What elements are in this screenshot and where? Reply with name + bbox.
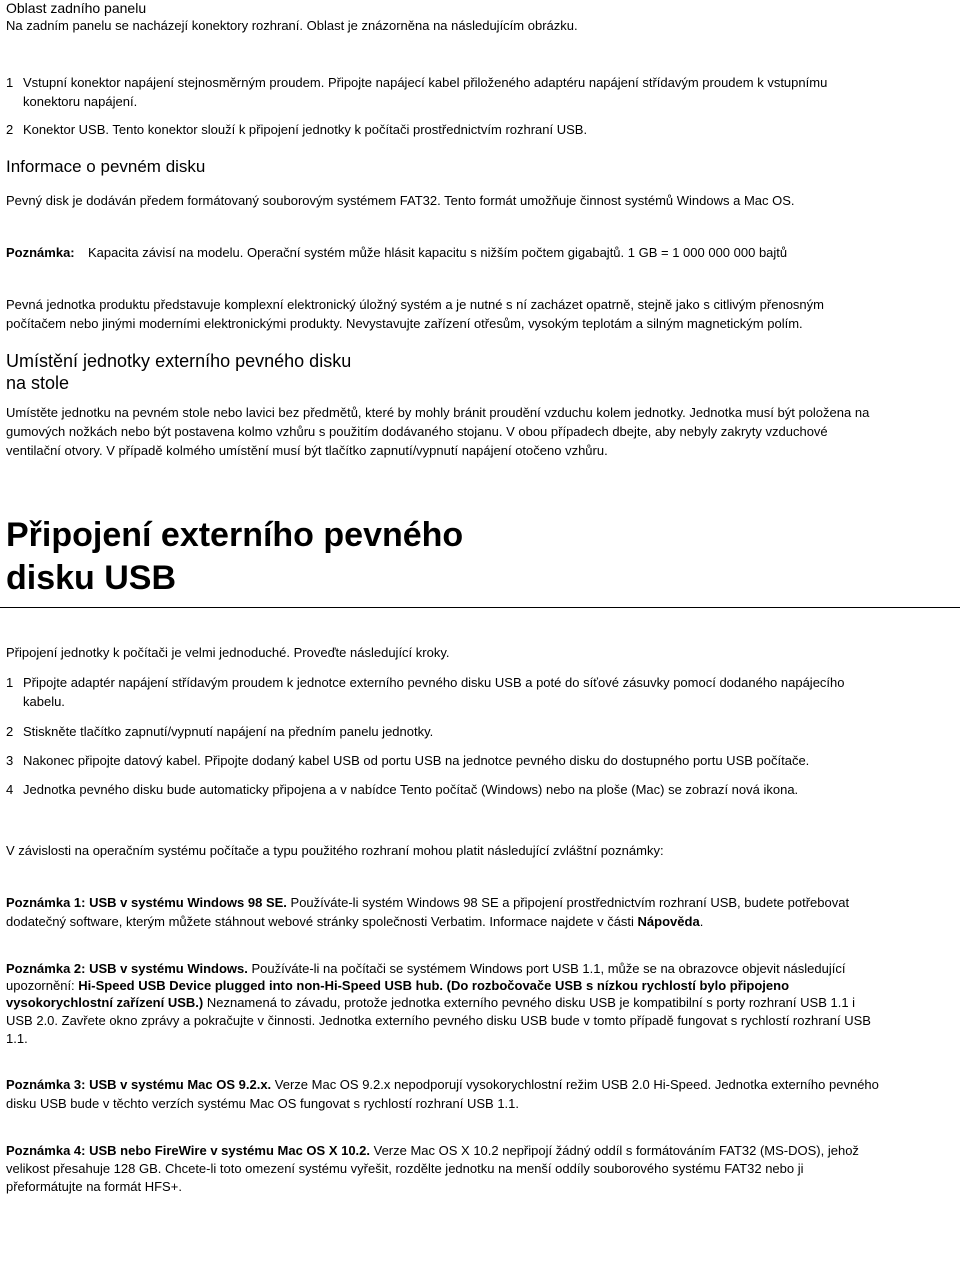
note-2-line-5: 1.1. — [6, 1031, 28, 1046]
placement-line-3: ventilační otvory. V případě kolmého umístění musí být tlačítko zapnutí/vypnutí napájení otočeno vzhůru. — [6, 443, 608, 458]
note-4-line-2: velikost přesahuje 128 GB. Chcete-li toto omezení systému vyřešit, rozdělte jednotku na menší oddíly souborového systému FAT32 nebo ji — [6, 1161, 804, 1176]
step-4 — [6, 780, 798, 799]
title-divider — [0, 607, 960, 608]
connect-intro: Připojení jednotky k počítači je velmi jednoduché. Proveďte následující kroky. — [6, 645, 450, 660]
placement-line-1: Umístěte jednotku na pevném stole nebo lavici bez předmětů, které by mohly bránit proudění vzduchu kolem jednotky. Jednotka musí být položena na — [6, 405, 870, 420]
warning-message: vysokorychlostní zařízení USB.) — [6, 995, 204, 1010]
step-1-cont: kabelu. — [23, 694, 65, 709]
step-text: Stiskněte tlačítko zapnutí/vypnutí napájení na předním panelu jednotky. — [23, 724, 434, 739]
note-label: Poznámka: — [6, 245, 75, 260]
item-text: Vstupní konektor napájení stejnosměrným proudem. Připojte napájecí kabel přiloženého adaptéru napájení střídavým proudem k vstupnímu — [23, 75, 828, 90]
note-4-title: Poznámka 4: USB nebo FireWire v systému Mac OS X 10.2. — [6, 1143, 371, 1158]
step-3 — [6, 751, 809, 770]
back-panel-item-1-cont: konektoru napájení. — [23, 94, 138, 109]
step-1 — [6, 673, 845, 692]
note-3-line-2: disku USB bude v těchto verzích systému Mac OS fungovat s rychlostí rozhraní USB 1.1. — [6, 1096, 519, 1111]
note-4-text: Verze Mac OS X 10.2 nepřipojí žádný oddíl s formátováním FAT32 (MS-DOS), jehož — [370, 1143, 859, 1158]
note-1-line-1 — [6, 893, 849, 912]
step-number: 4 — [6, 782, 14, 797]
placement-heading-line-2: na stole — [6, 373, 70, 393]
warning-message: Hi-Speed USB Device plugged into non-Hi-Speed USB hub. (Do rozbočovače USB s nízkou rychlostí bylo připojeno — [78, 978, 790, 993]
back-panel-intro: Na zadním panelu se nacházejí konektory rozhraní. Oblast je znázorněna na následujícím obrázku. — [6, 18, 578, 33]
disk-info-heading: Informace o pevném disku — [6, 157, 206, 176]
back-panel-item-1 — [6, 73, 827, 92]
note-text: Kapacita závisí na modelu. Operační systém může hlásit kapacitu s nižším počtem gigabajtů. 1 GB = 1 000 000 000 bajtů — [88, 245, 788, 260]
note-2-text: Používáte-li na počítači se systémem Windows port USB 1.1, může se na obrazovce objevit následující — [247, 961, 846, 976]
note-1-title: Poznámka 1: USB v systému Windows 98 SE. — [6, 895, 287, 910]
item-number: 1 — [6, 75, 14, 90]
help-section-name: Nápověda — [637, 914, 700, 929]
note-2-line-4: USB 2.0. Zavřete okno zprávy a pokračujte v činnosti. Jednotka externího pevného disku USB bude v tomto případě fungovat s rychlostí rozhraní USB — [6, 1013, 871, 1028]
note-4-line-1 — [6, 1141, 859, 1160]
note-1-text: . — [699, 914, 704, 929]
note-1-text: Používáte-li systém Windows 98 SE a připojení prostřednictvím rozhraní USB, budete potřebovat — [286, 895, 850, 910]
step-number: 2 — [6, 724, 14, 739]
note-1-line-2 — [6, 912, 703, 931]
connect-title-line-2: disku USB — [6, 559, 177, 597]
placement-heading-line-1: Umístění jednotky externího pevného disku — [6, 351, 352, 371]
note-2-text: upozornění: — [6, 978, 79, 993]
item-number: 2 — [6, 122, 14, 137]
back-panel-item-2 — [6, 120, 587, 139]
item-text: Konektor USB. Tento konektor slouží k připojení jednotky k počítači prostřednictvím rozhraní USB. — [23, 122, 588, 137]
step-text: Připojte adaptér napájení střídavým proudem k jednotce externího pevného disku USB a poté do síťové zásuvky pomocí dodaného napájecího — [23, 675, 845, 690]
note-3-line-1 — [6, 1075, 879, 1094]
care-text-line-2: počítačem nebo jinými moderními elektronickými produkty. Nevystavujte zařízení otřesům, vysokým teplotám a silným magnetickým polím. — [6, 316, 803, 331]
note-3-text: Verze Mac OS 9.2.x nepodporují vysokorychlostní režim USB 2.0 Hi-Speed. Jednotka externího pevného — [271, 1077, 879, 1092]
care-text-line-1: Pevná jednotka produktu představuje komplexní elektronický úložný systém a je nutné s ní zacházet opatrně, stejně jako s citlivým přenosným — [6, 297, 824, 312]
note-3-title: Poznámka 3: USB v systému Mac OS 9.2.x. — [6, 1077, 272, 1092]
note-4-line-3: přeformátujte na formát HFS+. — [6, 1179, 182, 1194]
connect-title-line-1: Připojení externího pevného — [6, 516, 464, 554]
step-text: Jednotka pevného disku bude automaticky připojena a v nabídce Tento počítač (Windows) nebo na ploše (Mac) se zobrazí nová ikona. — [23, 782, 799, 797]
step-number: 1 — [6, 675, 14, 690]
note-2-text: Neznamená to závadu, protože jednotka externího pevného disku USB je kompatibilní s porty rozhraní USB 1.1 i — [203, 995, 856, 1010]
note-2-line-3 — [6, 993, 855, 1012]
os-notes-intro: V závislosti na operačním systému počítače a typu použitého rozhraní mohou platit následující zvláštní poznámky: — [6, 843, 664, 858]
capacity-note — [6, 243, 787, 262]
back-panel-heading: Oblast zadního panelu — [6, 0, 147, 16]
placement-line-2: gumových nožkách nebo být postavena kolmo vzhůru s použitím dodávaného stojanu. V obou případech dbejte, aby nebyly zakryty vzduchové — [6, 424, 828, 439]
step-number: 3 — [6, 753, 14, 768]
step-text: Nakonec připojte datový kabel. Připojte dodaný kabel USB od portu USB na jednotce pevného disku do dostupného portu USB počítače. — [23, 753, 810, 768]
step-2 — [6, 722, 433, 741]
note-1-text: dodatečný software, kterým můžete stáhnout webové stránky společnosti Verbatim. Informace najdete v části — [6, 914, 638, 929]
note-2-title: Poznámka 2: USB v systému Windows. — [6, 961, 248, 976]
disk-info-text: Pevný disk je dodáván předem formátovaný souborovým systémem FAT32. Tento formát umožňuje činnost systémů Windows a Mac OS. — [6, 193, 795, 208]
